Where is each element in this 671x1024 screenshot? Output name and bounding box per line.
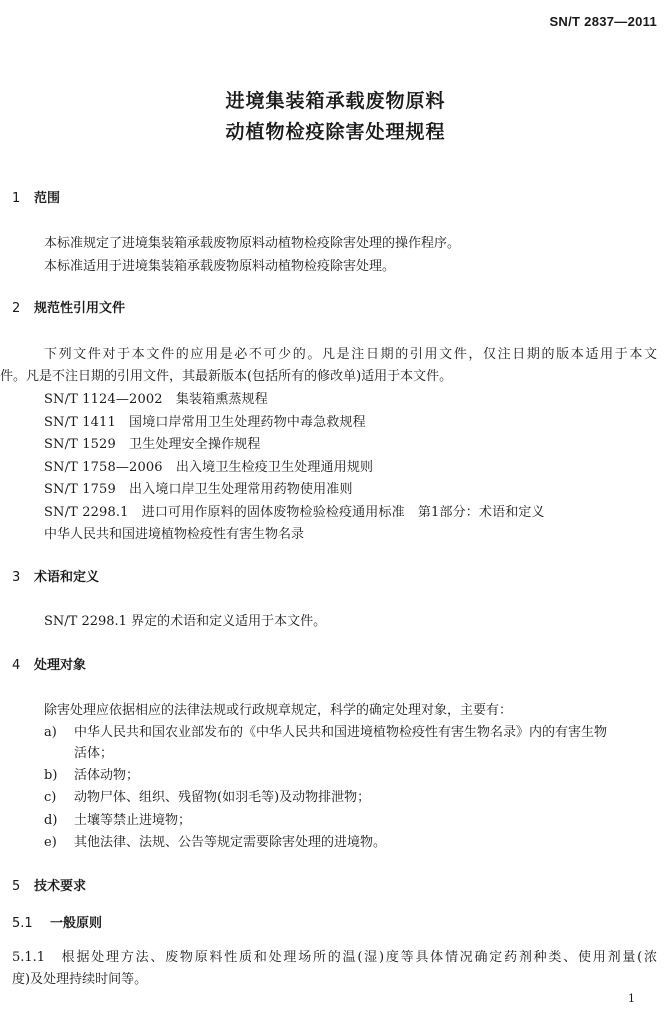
section-1-paragraph-2: 本标准适用于进境集装箱承载废物原料动植物检疫除害处理。	[44, 259, 396, 274]
reference-item: SN/T 1411 国境口岸常用卫生处理药物中毒急救规程	[44, 415, 366, 430]
subsection-title: 一般原则	[50, 916, 103, 931]
clause-5-1-1-line-2: 度)及处理持续时间等。	[12, 972, 148, 987]
list-label: c)	[44, 790, 57, 805]
list-label: a)	[44, 725, 57, 740]
section-4-heading	[12, 657, 671, 675]
list-text: 活体动物；	[74, 768, 140, 783]
document-title-line2: 动植物检疫除害处理规程	[225, 121, 446, 143]
reference-item: SN/T 1124—2002 集装箱熏蒸规程	[44, 392, 268, 407]
section-title: 范围	[34, 191, 61, 206]
list-item-e	[44, 834, 671, 852]
section-2-intro-line-2: 件。凡是不注日期的引用文件，其最新版本(包括所有的修改单)适用于本文件。	[0, 369, 453, 384]
reference-item: 中华人民共和国进境植物检疫性有害生物名录	[44, 527, 305, 542]
section-1-paragraph-1: 本标准规定了进境集装箱承载废物原料动植物检疫除害处理的操作程序。	[44, 236, 461, 251]
section-title: 规范性引用文件	[34, 301, 126, 316]
section-2-heading	[12, 300, 671, 318]
subsection-number: 5.1	[12, 916, 33, 931]
reference-item: SN/T 2298.1 进口可用作原料的固体废物检验检疫通用标准 第1部分：术语和定义	[44, 505, 545, 520]
section-number: 2	[12, 301, 21, 316]
section-4-intro: 除害处理应依据相应的法律法规或行政规章规定，科学的确定处理对象，主要有：	[44, 703, 513, 718]
clause-number: 5.1.1	[12, 950, 46, 965]
list-label: b)	[44, 768, 58, 783]
list-label: e)	[44, 835, 57, 850]
section-1-heading	[12, 190, 671, 208]
list-label: d)	[44, 813, 58, 828]
clause-text: 根据处理方法、废物原料性质和处理场所的温(湿)度等具体情况确定药剂种类、使用剂量(浓	[61, 950, 657, 965]
list-text: 中华人民共和国农业部发布的《中华人民共和国进境植物检疫性有害生物名录》内的有害生物	[74, 725, 608, 740]
document-title-line1: 进境集装箱承载废物原料	[225, 90, 446, 112]
standard-code: SN/T 2837—2011	[549, 14, 657, 29]
section-title: 术语和定义	[34, 570, 100, 585]
section-3-paragraph: SN/T 2298.1 界定的术语和定义适用于本文件。	[44, 614, 327, 629]
list-item-a-continuation: 活体；	[74, 746, 114, 761]
section-number: 1	[12, 191, 21, 206]
reference-item: SN/T 1758—2006 出入境卫生检疫卫生处理通用规则	[44, 460, 374, 475]
section-title: 技术要求	[34, 879, 87, 894]
section-number: 3	[12, 570, 21, 585]
section-2-intro-line-1: 下列文件对于本文件的应用是必不可少的。凡是注日期的引用文件，仅注日期的版本适用于本文	[44, 347, 657, 362]
section-title: 处理对象	[34, 658, 87, 673]
section-number: 4	[12, 658, 21, 673]
list-item-d	[44, 812, 671, 830]
list-item-c	[44, 789, 671, 807]
reference-item: SN/T 1759 出入境口岸卫生处理常用药物使用准则	[44, 482, 353, 497]
list-text: 动物尸体、组织、残留物(如羽毛等)及动物排泄物；	[74, 790, 371, 805]
section-number: 5	[12, 879, 21, 894]
subsection-5-1-heading	[12, 915, 671, 933]
clause-5-1-1-line-1	[12, 949, 657, 967]
list-text: 土壤等禁止进境物；	[74, 813, 192, 828]
reference-item: SN/T 1529 卫生处理安全操作规程	[44, 437, 261, 452]
page-number: 1	[628, 992, 635, 1005]
section-3-heading	[12, 569, 671, 587]
list-text: 其他法律、法规、公告等规定需要除害处理的进境物。	[74, 835, 387, 850]
list-item-b	[44, 767, 671, 785]
list-item-a	[44, 724, 657, 742]
section-5-heading	[12, 878, 671, 896]
